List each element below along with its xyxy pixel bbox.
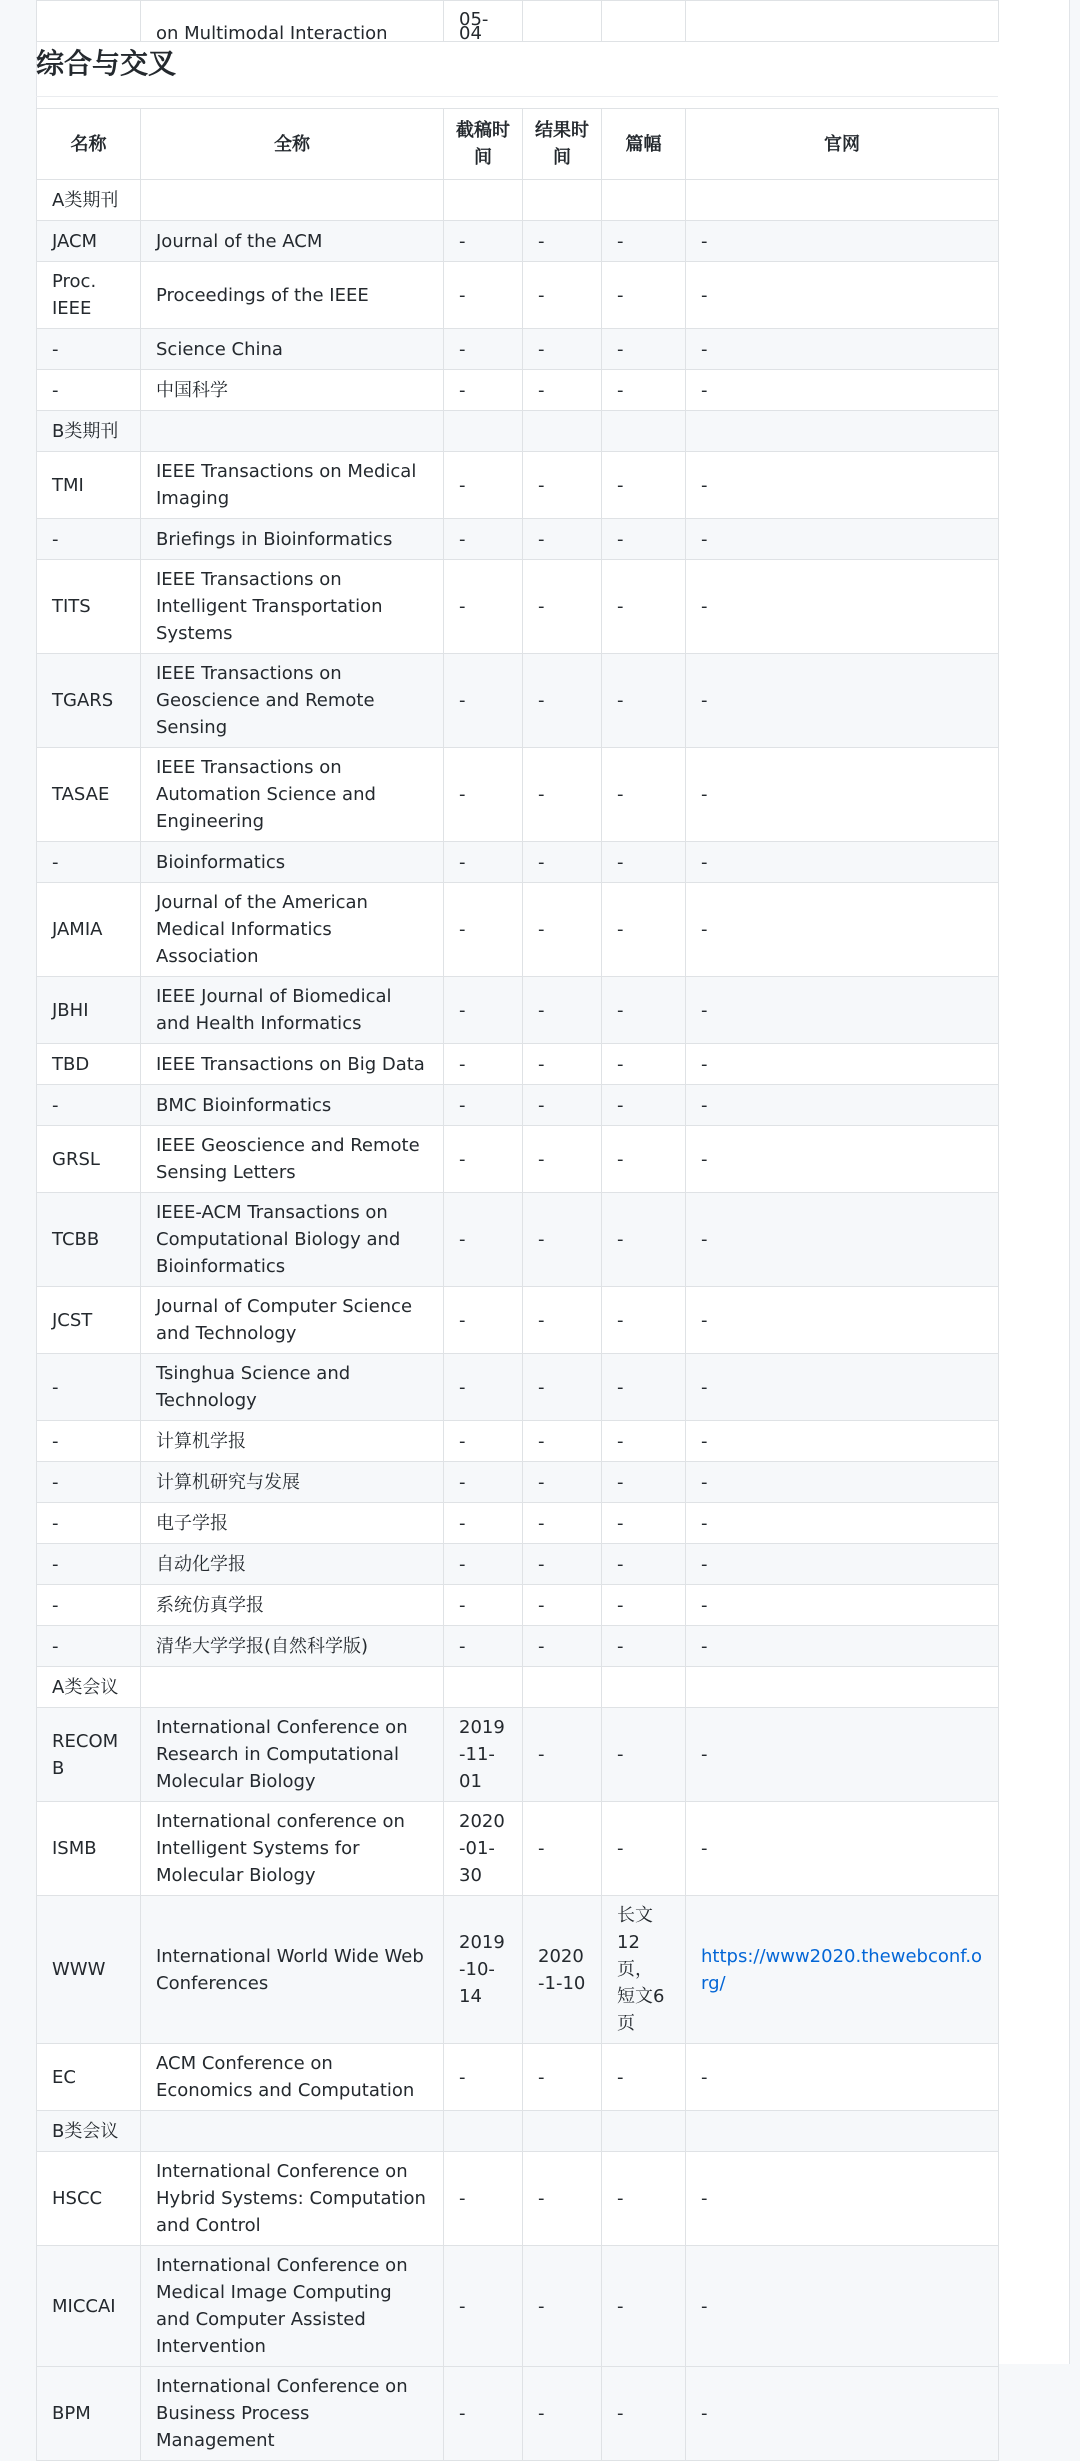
table-cell: -	[444, 519, 523, 560]
table-cell: Journal of Computer Science and Technology	[141, 1287, 444, 1354]
table-row	[37, 1287, 999, 1354]
table-cell: -	[444, 1503, 523, 1544]
table-cell: -	[523, 842, 602, 883]
table-cell: -	[602, 2044, 686, 2111]
table-row	[37, 1896, 999, 2044]
table-cell: -	[444, 370, 523, 411]
table-cell: TCBB	[37, 1193, 141, 1287]
table-cell: Bioinformatics	[141, 842, 444, 883]
table-cell: -	[686, 2152, 999, 2246]
table-cell: -	[602, 221, 686, 262]
table-cell: -	[686, 842, 999, 883]
table-cell: 2019-10-14	[444, 1896, 523, 2044]
table-cell: -	[686, 883, 999, 977]
table-row	[37, 883, 999, 977]
table-cell: -	[444, 452, 523, 519]
table-cell: MICCAI	[37, 2246, 141, 2367]
table-cell: IEEE-ACM Transactions on Computational Biology and Bioinformatics	[141, 1193, 444, 1287]
table-cell	[523, 1667, 602, 1708]
table-cell: -	[602, 1044, 686, 1085]
table-cell: 计算机学报	[141, 1421, 444, 1462]
table-cell: IEEE Journal of Biomedical and Health Informatics	[141, 977, 444, 1044]
table-row	[37, 1667, 999, 1708]
table-cell	[602, 180, 686, 221]
table-cell: -	[37, 1462, 141, 1503]
table-cell: -	[686, 2044, 999, 2111]
table-cell: -	[523, 1708, 602, 1802]
table-cell: 05-04	[444, 1, 523, 42]
table-cell: -	[444, 2367, 523, 2461]
table-cell: -	[523, 883, 602, 977]
table-cell: Proc. IEEE	[37, 262, 141, 329]
table-cell: -	[686, 1626, 999, 1667]
table-cell: -	[602, 1802, 686, 1896]
table-cell: -	[444, 1193, 523, 1287]
table-cell: -	[602, 654, 686, 748]
table-cell: -	[602, 560, 686, 654]
table-cell: -	[444, 842, 523, 883]
table-row	[37, 2044, 999, 2111]
table-cell: 2019-11-01	[444, 1708, 523, 1802]
table-cell: -	[523, 2044, 602, 2111]
table-cell: -	[686, 1544, 999, 1585]
table-cell	[686, 411, 999, 452]
header-fullname: 全称	[141, 109, 444, 180]
table-cell: TBD	[37, 1044, 141, 1085]
table-cell: IEEE Transactions on Geoscience and Remote Sensing	[141, 654, 444, 748]
table-cell: 系统仿真学报	[141, 1585, 444, 1626]
table-cell	[686, 1, 999, 42]
venue-table	[36, 108, 999, 2461]
table-cell: International Conference on Medical Image Computing and Computer Assisted Intervention	[141, 2246, 444, 2367]
table-cell: -	[686, 1503, 999, 1544]
table-cell: -	[602, 1193, 686, 1287]
table-cell: -	[37, 1354, 141, 1421]
table-cell: -	[602, 748, 686, 842]
table-row	[37, 1126, 999, 1193]
table-row	[37, 370, 999, 411]
table-cell: Proceedings of the IEEE	[141, 262, 444, 329]
table-cell: -	[523, 221, 602, 262]
table-row	[37, 560, 999, 654]
table-cell	[602, 411, 686, 452]
table-row	[37, 262, 999, 329]
table-cell: -	[523, 2367, 602, 2461]
table-cell: ACM Conference on Economics and Computation	[141, 2044, 444, 2111]
table-cell: International World Wide Web Conferences	[141, 1896, 444, 2044]
table-cell: -	[444, 560, 523, 654]
table-cell: -	[523, 1626, 602, 1667]
table-cell: -	[444, 221, 523, 262]
table-cell: -	[602, 1421, 686, 1462]
table-cell: -	[444, 977, 523, 1044]
table-cell: International Conference on Research in Computational Molecular Biology	[141, 1708, 444, 1802]
table-cell: -	[444, 329, 523, 370]
table-cell: -	[602, 262, 686, 329]
table-cell: -	[444, 654, 523, 748]
table-cell: -	[686, 1126, 999, 1193]
table-cell: -	[602, 370, 686, 411]
table-cell: TITS	[37, 560, 141, 654]
table-cell: A类会议	[37, 1667, 141, 1708]
table-cell: -	[686, 262, 999, 329]
table-cell	[602, 1, 686, 42]
table-cell: -	[523, 1044, 602, 1085]
table-cell: HSCC	[37, 2152, 141, 2246]
table-cell	[686, 1667, 999, 1708]
table-cell	[141, 411, 444, 452]
table-cell: EC	[37, 2044, 141, 2111]
table-cell: -	[37, 1585, 141, 1626]
table-row	[37, 1, 999, 42]
table-row	[37, 180, 999, 221]
table-cell: International Conference on Hybrid Systems: Computation and Control	[141, 2152, 444, 2246]
table-row	[37, 654, 999, 748]
table-cell: -	[523, 748, 602, 842]
table-cell: -	[602, 2246, 686, 2367]
table-cell	[141, 1667, 444, 1708]
table-cell	[444, 2111, 523, 2152]
table-row	[37, 519, 999, 560]
table-cell	[37, 1, 141, 42]
table-cell: JAMIA	[37, 883, 141, 977]
table-cell: -	[37, 1544, 141, 1585]
table-cell: -	[686, 221, 999, 262]
table-row	[37, 1462, 999, 1503]
table-cell: -	[37, 1503, 141, 1544]
table-row	[37, 1503, 999, 1544]
table-cell: -	[602, 883, 686, 977]
table-cell: -	[686, 1193, 999, 1287]
table-cell: -	[444, 1126, 523, 1193]
table-cell: -	[686, 1708, 999, 1802]
table-cell: BMC Bioinformatics	[141, 1085, 444, 1126]
table-cell	[444, 411, 523, 452]
table-cell: -	[686, 370, 999, 411]
table-cell: -	[444, 2044, 523, 2111]
table-cell: -	[686, 1044, 999, 1085]
table-cell	[444, 180, 523, 221]
website-link[interactable]: https://www2020.thewebconf.org/	[701, 1945, 983, 1994]
table-cell: -	[444, 1585, 523, 1626]
table-cell: GRSL	[37, 1126, 141, 1193]
table-row	[37, 1802, 999, 1896]
table-row	[37, 1626, 999, 1667]
table-row	[37, 1585, 999, 1626]
table-cell: International Conference on Business Process Management	[141, 2367, 444, 2461]
table-cell: TMI	[37, 452, 141, 519]
table-cell: -	[523, 1126, 602, 1193]
table-cell: -	[444, 1626, 523, 1667]
table-cell: -	[444, 262, 523, 329]
table-cell: Journal of the ACM	[141, 221, 444, 262]
table-cell: -	[686, 560, 999, 654]
table-cell	[523, 2111, 602, 2152]
table-cell: -	[523, 654, 602, 748]
table-cell: -	[686, 452, 999, 519]
table-cell: -	[444, 1544, 523, 1585]
table-cell: IEEE Transactions on Automation Science and Engineering	[141, 748, 444, 842]
table-cell: -	[523, 262, 602, 329]
table-cell: -	[37, 370, 141, 411]
table-cell: -	[602, 1085, 686, 1126]
table-row	[37, 1193, 999, 1287]
table-cell	[686, 1896, 999, 2044]
table-cell: WWW	[37, 1896, 141, 2044]
table-cell	[686, 2111, 999, 2152]
table-cell	[602, 2111, 686, 2152]
table-row	[37, 2111, 999, 2152]
table-cell: -	[523, 1503, 602, 1544]
table-cell: -	[444, 1462, 523, 1503]
table-cell: IEEE Transactions on Medical Imaging	[141, 452, 444, 519]
table-cell: -	[523, 1421, 602, 1462]
table-cell: IEEE Transactions on Big Data	[141, 1044, 444, 1085]
table-cell: -	[523, 329, 602, 370]
venue-table-container	[36, 108, 998, 2461]
table-cell: 自动化学报	[141, 1544, 444, 1585]
table-cell: -	[444, 1044, 523, 1085]
table-cell: Tsinghua Science and Technology	[141, 1354, 444, 1421]
table-cell: IEEE Geoscience and Remote Sensing Letters	[141, 1126, 444, 1193]
table-cell: -	[444, 748, 523, 842]
table-cell	[444, 1667, 523, 1708]
table-row	[37, 977, 999, 1044]
table-cell: Journal of the American Medical Informatics Association	[141, 883, 444, 977]
table-cell: 计算机研究与发展	[141, 1462, 444, 1503]
table-row	[37, 221, 999, 262]
table-cell: -	[523, 1802, 602, 1896]
table-cell: -	[686, 1287, 999, 1354]
table-cell	[602, 1667, 686, 1708]
table-cell: -	[523, 1287, 602, 1354]
table-cell: -	[602, 842, 686, 883]
table-cell: -	[686, 1585, 999, 1626]
table-cell: TASAE	[37, 748, 141, 842]
table-cell: JACM	[37, 221, 141, 262]
table-cell	[141, 2111, 444, 2152]
table-cell: -	[602, 329, 686, 370]
table-cell: -	[686, 1802, 999, 1896]
table-row	[37, 2152, 999, 2246]
table-cell: 中国科学	[141, 370, 444, 411]
table-cell: -	[37, 519, 141, 560]
header-deadline: 截稿时间	[444, 109, 523, 180]
table-row	[37, 411, 999, 452]
table-cell: -	[523, 1544, 602, 1585]
table-cell: Science China	[141, 329, 444, 370]
table-cell: -	[523, 519, 602, 560]
table-cell: -	[523, 977, 602, 1044]
table-cell: -	[686, 2367, 999, 2461]
table-cell: -	[444, 1354, 523, 1421]
table-row	[37, 1354, 999, 1421]
table-header-row	[37, 109, 999, 180]
table-cell: -	[602, 977, 686, 1044]
table-cell	[141, 180, 444, 221]
table-cell: -	[602, 1287, 686, 1354]
table-row	[37, 1708, 999, 1802]
table-cell: 2020-01-30	[444, 1802, 523, 1896]
table-cell: -	[523, 2152, 602, 2246]
table-cell: -	[37, 329, 141, 370]
table-row	[37, 748, 999, 842]
table-cell: -	[686, 748, 999, 842]
table-cell: B类期刊	[37, 411, 141, 452]
table-cell: -	[37, 842, 141, 883]
header-result-date: 结果时间	[523, 109, 602, 180]
table-cell	[686, 180, 999, 221]
header-length: 篇幅	[602, 109, 686, 180]
table-cell: -	[602, 452, 686, 519]
table-cell: -	[686, 1085, 999, 1126]
table-cell: 电子学报	[141, 1503, 444, 1544]
table-cell: -	[523, 1193, 602, 1287]
table-cell: -	[686, 2246, 999, 2367]
table-row	[37, 2367, 999, 2461]
table-cell: -	[686, 654, 999, 748]
table-row	[37, 2246, 999, 2367]
table-cell: -	[523, 1585, 602, 1626]
table-cell: -	[37, 1085, 141, 1126]
table-cell: -	[686, 1421, 999, 1462]
table-cell: -	[602, 1126, 686, 1193]
table-cell: ISMB	[37, 1802, 141, 1896]
table-cell: B类会议	[37, 2111, 141, 2152]
table-cell: -	[602, 1708, 686, 1802]
table-cell: -	[686, 1462, 999, 1503]
table-cell: -	[523, 452, 602, 519]
header-abbr: 名称	[37, 109, 141, 180]
table-cell: -	[444, 1421, 523, 1462]
table-cell: 清华大学学报(自然科学版)	[141, 1626, 444, 1667]
table-row	[37, 1421, 999, 1462]
table-cell: -	[37, 1626, 141, 1667]
table-cell: A类期刊	[37, 180, 141, 221]
table-cell: BPM	[37, 2367, 141, 2461]
table-cell: -	[602, 2367, 686, 2461]
table-row	[37, 452, 999, 519]
table-cell: -	[523, 560, 602, 654]
table-cell: -	[523, 1354, 602, 1421]
table-cell: IEEE Transactions on Intelligent Transportation Systems	[141, 560, 444, 654]
table-cell: TGARS	[37, 654, 141, 748]
table-cell: -	[523, 1462, 602, 1503]
table-cell: -	[602, 1544, 686, 1585]
table-cell: -	[602, 1585, 686, 1626]
table-cell: -	[37, 1421, 141, 1462]
table-cell: -	[602, 1503, 686, 1544]
table-row	[37, 1044, 999, 1085]
table-row	[37, 1544, 999, 1585]
table-body	[37, 180, 999, 2461]
previous-table-tail	[36, 0, 998, 42]
table-cell: -	[444, 2246, 523, 2367]
table-cell: -	[444, 2152, 523, 2246]
table-cell	[523, 411, 602, 452]
table-row	[37, 329, 999, 370]
table-cell	[523, 1, 602, 42]
table-cell: -	[686, 1354, 999, 1421]
table-cell: 2020-1-10	[523, 1896, 602, 2044]
table-cell: -	[444, 1085, 523, 1126]
header-website: 官网	[686, 109, 999, 180]
table-cell: -	[602, 1626, 686, 1667]
table-cell: -	[602, 2152, 686, 2246]
table-cell: -	[686, 977, 999, 1044]
table-cell: -	[602, 1354, 686, 1421]
table-cell: JBHI	[37, 977, 141, 1044]
table-cell: JCST	[37, 1287, 141, 1354]
table-row	[37, 842, 999, 883]
table-cell: -	[444, 883, 523, 977]
table-cell: -	[686, 329, 999, 370]
table-cell: on Multimodal Interaction	[141, 1, 444, 42]
table-cell: -	[602, 1462, 686, 1503]
table-cell: RECOMB	[37, 1708, 141, 1802]
table-cell: Briefings in Bioinformatics	[141, 519, 444, 560]
table-cell: -	[602, 519, 686, 560]
section-title: 综合与交叉	[36, 44, 998, 97]
table-cell: International conference on Intelligent Systems for Molecular Biology	[141, 1802, 444, 1896]
table-cell: 长文12页，短文6页	[602, 1896, 686, 2044]
table-cell: -	[523, 370, 602, 411]
table-cell: -	[444, 1287, 523, 1354]
table-cell	[523, 180, 602, 221]
table-cell: -	[523, 2246, 602, 2367]
table-cell: -	[523, 1085, 602, 1126]
table-row	[37, 1085, 999, 1126]
table-cell: -	[686, 519, 999, 560]
